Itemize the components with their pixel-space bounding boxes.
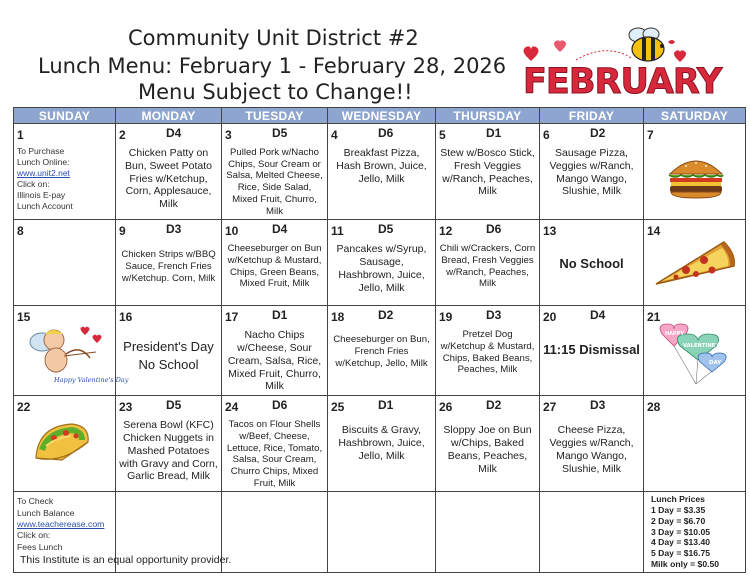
day-cell-11 (328, 220, 436, 306)
page-header (0, 0, 750, 108)
day-cell-12 (436, 220, 540, 306)
day-number: 26 (439, 400, 453, 415)
prices-title: Lunch Prices (651, 494, 705, 505)
pizza-slice-icon (652, 236, 738, 290)
february-banner (516, 24, 722, 108)
hamburger-icon (666, 154, 726, 200)
day-cell-17 (222, 306, 328, 396)
holiday-text (119, 338, 218, 373)
cupid-icon (20, 322, 129, 388)
day-number: 1 (17, 128, 24, 142)
menu-text: Chicken Strips w/BBQ Sauce, French Fries w/Ketchup. Corn, Milk (121, 249, 216, 284)
empty-cell (222, 492, 328, 572)
lunch-prices-cell (644, 492, 746, 572)
day-cell-2 (116, 124, 222, 220)
menu-text: Stew w/Bosco Stick, Fresh Veggies w/Ranch, Peaches, Milk (440, 147, 535, 198)
purchase-note (17, 146, 112, 212)
unit2-link[interactable]: www.unit2.net (17, 168, 70, 179)
day-cell-14 (644, 220, 746, 306)
menu-text: Breakfast Pizza, Hash Brown, Juice, Jello, Milk (336, 147, 427, 185)
day-cell-21 (644, 306, 746, 396)
menu-date-range: Lunch Menu: February 1 - February 28, 2026 (38, 54, 507, 78)
day-number: 25 (331, 400, 345, 415)
weekday-thursday: THURSDAY (436, 108, 540, 124)
day-number: 4 (331, 128, 338, 142)
day-number: 8 (17, 224, 24, 239)
note-line: Click on: (17, 179, 50, 190)
day-number: 17 (225, 310, 239, 325)
empty-cell (436, 492, 540, 572)
calendar-week (14, 396, 746, 492)
day-number: 21 (647, 310, 661, 325)
weekday-sunday: SUNDAY (14, 108, 116, 124)
day-number: 27 (543, 400, 557, 415)
day-number: 15 (17, 310, 31, 325)
day-number: 23 (119, 400, 133, 415)
day-number: 3 (225, 128, 232, 142)
holiday-name: President's Day (123, 339, 214, 355)
menu-text: Nacho Chips w/Cheese, Sour Cream, Salsa, Rice, Mixed Fruit, Churro, Milk (227, 329, 322, 393)
day-cell-24 (222, 396, 328, 492)
note-line: Lunch Online: (17, 157, 70, 168)
note-line: Illinois E-pay (17, 190, 66, 201)
menu-text: Pretzel Dog w/Ketchup & Mustard, Chips, Baked Beans, Peaches, Milk (440, 329, 535, 376)
price-line: 4 Day = $13.40 (651, 537, 711, 548)
menu-text: Cheeseburger on Bun w/Ketchup & Mustard, Chips, Green Beans, Mixed Fruit, Milk (227, 243, 322, 290)
weekday-header-row (14, 108, 746, 124)
day-number: 28 (647, 400, 661, 415)
weekday-tuesday: TUESDAY (222, 108, 328, 124)
equal-opportunity-footer: This Institute is an equal opportunity provider. (20, 554, 232, 566)
no-school-text: No School (138, 356, 199, 372)
menu-text: Sloppy Joe on Bun w/Chips, Baked Beans, Peaches, Milk (443, 424, 532, 475)
menu-code: D6 (486, 222, 502, 237)
banner-title: FEBRUARY (523, 62, 722, 102)
day-cell-1 (14, 124, 116, 220)
day-cell-25 (328, 396, 436, 492)
price-line: 5 Day = $16.75 (651, 548, 711, 559)
weekday-friday: FRIDAY (540, 108, 644, 124)
dismissal-text: 11:15 Dismissal (543, 342, 640, 358)
price-line: 2 Day = $6.70 (651, 515, 706, 526)
menu-text: Chicken Patty on Bun, Sweet Potato Fries w/Ketchup, Corn, Applesauce, Milk (125, 147, 212, 211)
day-number: 2 (119, 128, 126, 142)
empty-cell (328, 492, 436, 572)
menu-code: D2 (486, 398, 502, 413)
menu-text: Pulled Pork w/Nacho Chips, Sour Cream or Salsa, Melted Cheese, Rice, Side Salad, Mixed Fruit, Churro, Milk (226, 147, 323, 217)
day-number: 20 (543, 310, 557, 325)
teacherease-link[interactable]: www.teacherease.com (17, 519, 105, 530)
day-cell-9 (116, 220, 222, 306)
menu-code: D2 (590, 126, 606, 140)
day-number: 24 (225, 400, 239, 415)
menu-code: D2 (378, 308, 394, 323)
taco-icon (32, 420, 92, 464)
menu-code: D4 (590, 308, 606, 323)
day-cell-8 (14, 220, 116, 306)
day-cell-28 (644, 396, 746, 492)
menu-code: D1 (486, 126, 502, 140)
note-line: Lunch Account (17, 201, 73, 212)
price-line: 3 Day = $10.05 (651, 526, 711, 537)
day-number: 22 (17, 400, 31, 415)
note-line: Click on: (17, 530, 51, 541)
balloon-text: DAY (709, 360, 722, 367)
bee-icon (624, 26, 676, 64)
price-line: Milk only = $0.50 (651, 558, 720, 569)
weekday-wednesday: WEDNESDAY (328, 108, 436, 124)
menu-text: Cheeseburger on Bun, French Fries w/Ketchup, Jello, Milk (333, 334, 430, 369)
menu-subject-note: Menu Subject to Change!! (138, 80, 413, 104)
day-cell-27 (540, 396, 644, 492)
note-line: Lunch Balance (17, 507, 75, 518)
menu-code: D5 (378, 222, 394, 237)
day-cell-10 (222, 220, 328, 306)
day-number: 11 (331, 224, 344, 239)
menu-code: D3 (486, 308, 502, 323)
weekday-monday: MONDAY (116, 108, 222, 124)
menu-code: D1 (272, 308, 288, 323)
balloon-text: HAPPY (665, 331, 685, 338)
day-cell-18 (328, 306, 436, 396)
day-number: 18 (331, 310, 345, 325)
weekday-saturday: SATURDAY (644, 108, 746, 124)
menu-code: D5 (272, 126, 288, 140)
menu-calendar (13, 107, 746, 573)
menu-code: D4 (272, 222, 288, 237)
menu-code: D6 (272, 398, 288, 413)
day-number: 6 (543, 128, 550, 142)
menu-text: Cheese Pizza, Veggies w/Ranch, Mango Wango, Slushie, Milk (549, 424, 634, 475)
day-number: 19 (439, 310, 453, 325)
day-cell-22 (14, 396, 116, 492)
day-number: 5 (439, 128, 446, 142)
balloon-text: VALENTINE'S (683, 343, 721, 350)
menu-code: D1 (378, 398, 394, 413)
day-number: 16 (119, 310, 133, 325)
empty-cell (540, 492, 644, 572)
menu-code: D6 (378, 126, 394, 140)
menu-text: Biscuits & Gravy, Hashbrown, Juice, Jello, Milk (338, 424, 425, 462)
day-cell-5 (436, 124, 540, 220)
day-cell-3 (222, 124, 328, 220)
calendar-week (14, 306, 746, 396)
district-title: Community Unit District #2 (128, 26, 419, 50)
day-cell-26 (436, 396, 540, 492)
menu-text: Pancakes w/Syrup, Sausage, Hashbrown, Juice, Jello, Milk (336, 243, 427, 294)
menu-code: D5 (166, 398, 182, 413)
balance-note (17, 496, 112, 553)
day-cell-13 (540, 220, 644, 306)
day-number: 10 (225, 224, 239, 239)
menu-text: Tacos on Flour Shells w/Beef, Cheese, Lettuce, Rice, Tomato, Salsa, Sour Cream, Churro Chips, Mixed Fruit, Milk (226, 419, 323, 489)
calendar-week (14, 124, 746, 220)
note-line: To Purchase (17, 146, 65, 156)
no-school-text: No School (559, 256, 624, 272)
note-line: Fees Lunch (17, 541, 63, 552)
day-cell-4 (328, 124, 436, 220)
menu-text: Serena Bowl (KFC) Chicken Nuggets in Mashed Potatoes with Gravy and Corn, Garlic Bread, Milk (119, 419, 218, 483)
day-cell-20 (540, 306, 644, 396)
day-number: 13 (543, 224, 557, 239)
lunch-prices (651, 494, 742, 569)
menu-code: D3 (590, 398, 606, 413)
note-line: To Check (17, 496, 54, 507)
day-number: 14 (647, 224, 661, 239)
menu-text: Chili w/Crackers, Corn Bread, Fresh Veggies w/Ranch, Peaches, Milk (439, 243, 536, 290)
menu-code: D4 (166, 126, 182, 140)
day-cell-23 (116, 396, 222, 492)
day-cell-6 (540, 124, 644, 220)
day-number: 12 (439, 224, 453, 239)
day-cell-16 (116, 306, 222, 396)
price-line: 1 Day = $3.35 (651, 505, 706, 516)
day-cell-19 (436, 306, 540, 396)
calendar-week (14, 220, 746, 306)
valentine-balloons-icon (656, 324, 736, 386)
day-number: 9 (119, 224, 126, 239)
day-number: 7 (647, 128, 654, 142)
menu-code: D3 (166, 222, 182, 237)
day-cell-7 (644, 124, 746, 220)
menu-text: Sausage Pizza, Veggies w/Ranch, Mango Wango, Slushie, Milk (549, 147, 634, 198)
valentine-card-text: Happy Valentine's Day (54, 376, 129, 385)
